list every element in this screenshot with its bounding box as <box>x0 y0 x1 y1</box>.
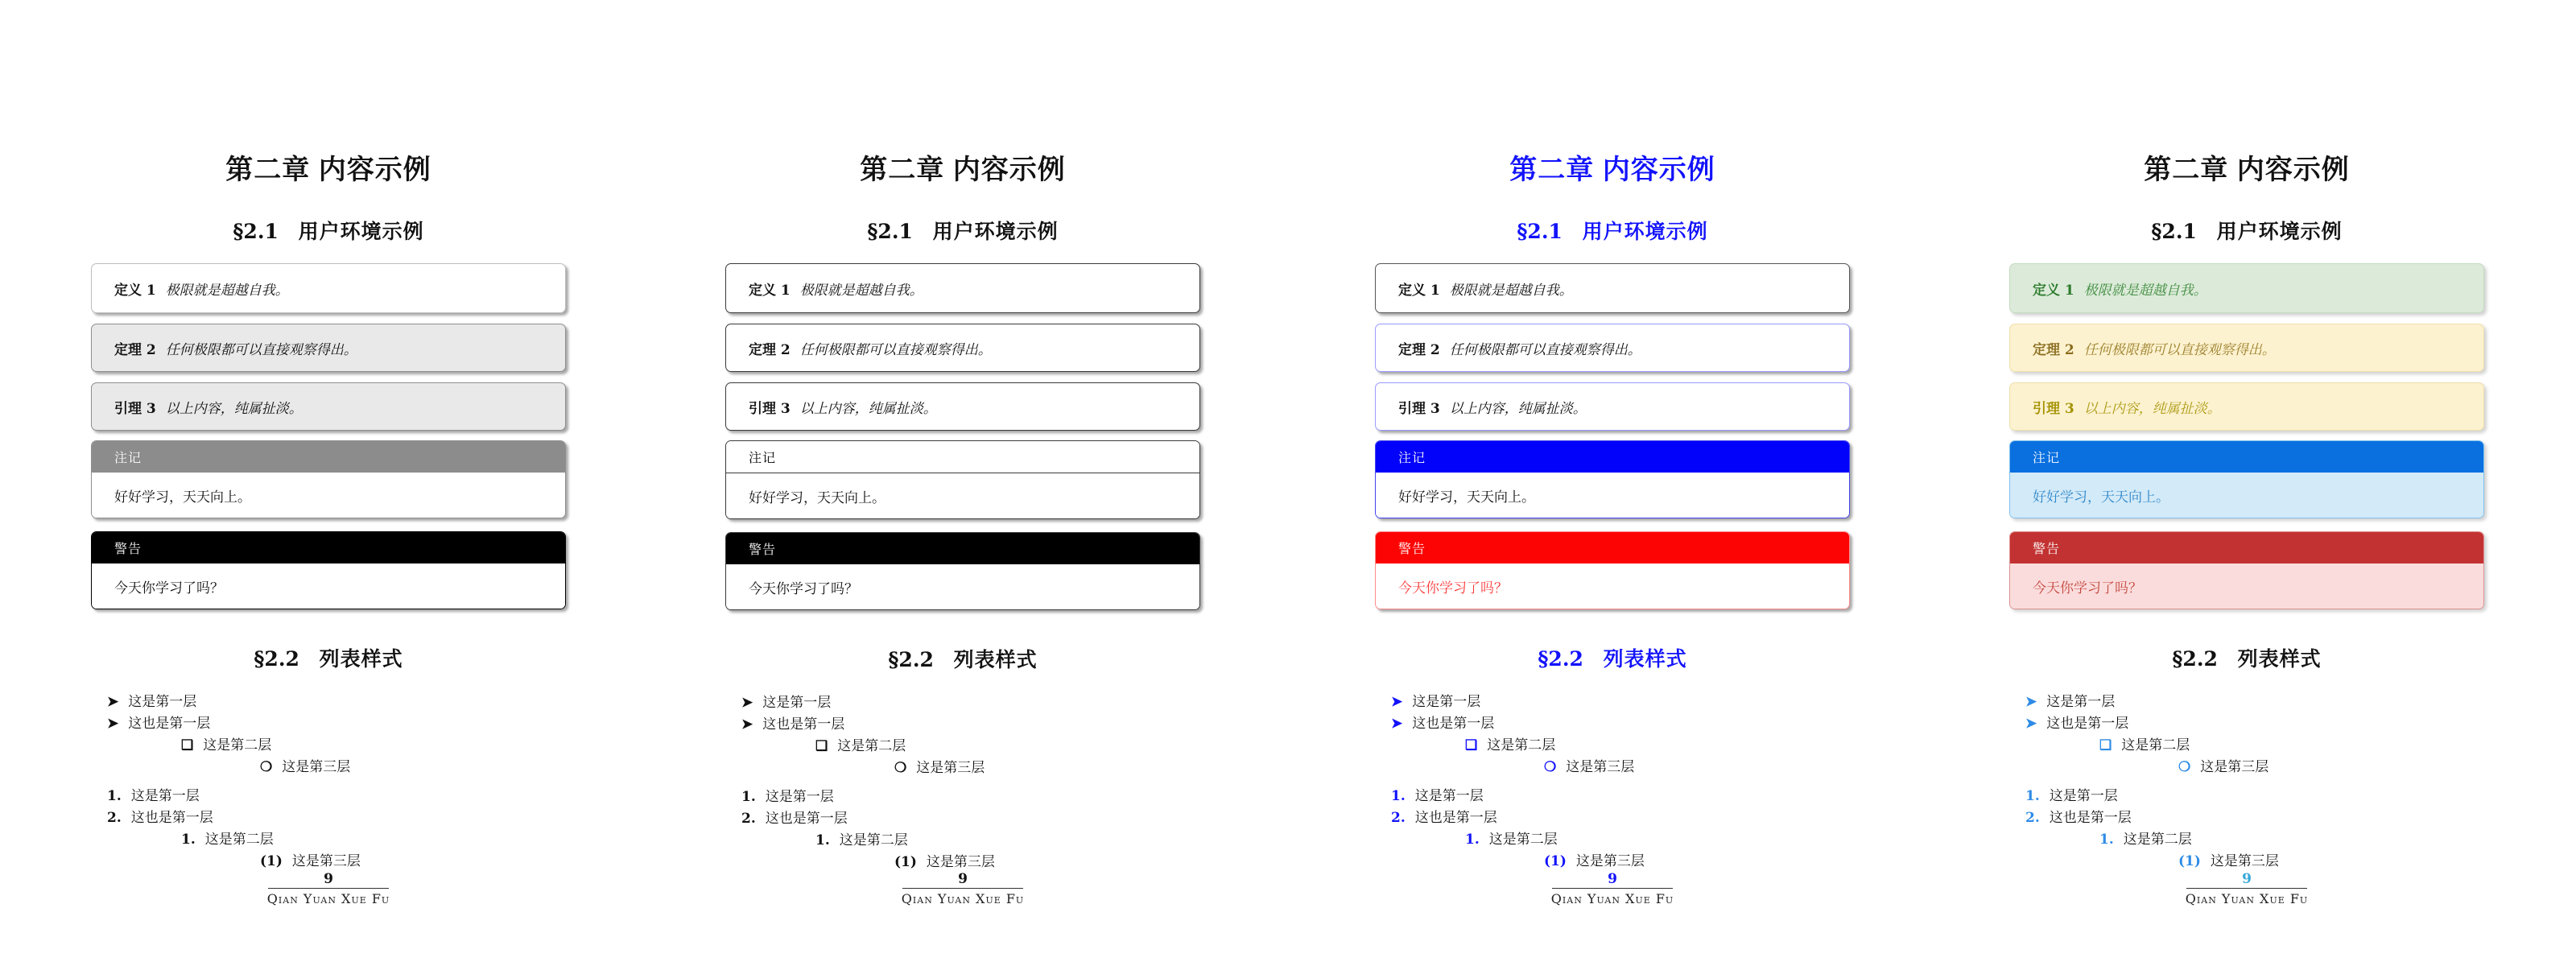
list-item-text: 这也是第一层 <box>2046 716 2129 732</box>
theorem-label: 定理 2 <box>1398 341 1440 358</box>
square-bullet-icon: ❑ <box>815 738 828 754</box>
definition-box <box>1375 263 1850 313</box>
circle-bullet-icon: ❍ <box>894 760 907 776</box>
section-heading-env <box>2009 216 2484 245</box>
list-number: 2. <box>107 810 122 826</box>
list-item-text: 这也是第一层 <box>128 716 211 732</box>
section-number: §2.2 <box>254 647 299 671</box>
theorem-box <box>1375 324 1850 372</box>
definition-text: 极限就是超越自我。 <box>2083 282 2207 299</box>
list-item-text: 这是第一层 <box>130 788 200 804</box>
warning-body: 今天你学习了吗？ <box>726 564 1199 609</box>
footer-school-name: Qian Yuan Xue Fu <box>2185 891 2309 906</box>
list-item <box>91 786 566 807</box>
section-heading-lists <box>1375 643 1850 672</box>
theorem-text: 任何极限都可以直接观察得出。 <box>165 341 357 358</box>
section-number: §2.2 <box>1538 647 1583 671</box>
warning-body: 今天你学习了吗？ <box>1376 564 1849 609</box>
lemma-box <box>1375 382 1850 431</box>
warning-header: 警告 <box>726 533 1199 564</box>
section-number: §2.1 <box>233 220 279 243</box>
note-body: 好好学习，天天向上。 <box>1376 473 1849 518</box>
list-number: 1. <box>1391 788 1406 804</box>
chapter-title: 第二章 内容示例 <box>225 155 431 185</box>
warning-box <box>2009 531 2484 609</box>
note-body: 好好学习，天天向上。 <box>92 473 565 518</box>
list-item-text: 这也是第一层 <box>762 716 845 733</box>
numbered-list <box>91 786 566 873</box>
list-item-text: 这是第一层 <box>1412 694 1481 710</box>
list-item-text: 这是第三层 <box>916 760 985 776</box>
list-item-text: 这是第三层 <box>1575 853 1645 869</box>
warning-header: 警告 <box>2010 532 2483 564</box>
page-footer <box>91 871 566 906</box>
definition-box <box>725 263 1200 313</box>
definition-box <box>2009 263 2484 313</box>
list-number: 1. <box>1465 832 1480 848</box>
theorem-box <box>2009 324 2484 372</box>
list-item <box>725 830 1200 852</box>
note-box <box>2009 440 2484 518</box>
section-heading-env <box>725 216 1200 245</box>
section-heading-env <box>1375 216 1850 245</box>
list-item-text: 这也是第一层 <box>1414 810 1497 826</box>
theorem-text: 任何极限都可以直接观察得出。 <box>799 341 992 358</box>
list-number: 1. <box>107 788 122 804</box>
list-item <box>91 851 566 873</box>
lemma-box <box>2009 382 2484 431</box>
list-item <box>91 713 566 735</box>
note-box <box>91 440 566 518</box>
chapter-title: 第二章 内容示例 <box>860 155 1066 185</box>
section-title: 列表样式 <box>1603 648 1687 671</box>
definition-box <box>91 263 566 313</box>
arrow-bullet-icon: ➤ <box>107 716 119 732</box>
definition-label: 定义 1 <box>1398 282 1440 299</box>
definition-label: 定义 1 <box>114 282 156 299</box>
footer-school-name: Qian Yuan Xue Fu <box>266 891 390 906</box>
list-samples <box>91 691 566 873</box>
warning-box <box>1375 531 1850 609</box>
lemma-box <box>725 382 1200 431</box>
list-item <box>1375 757 1850 778</box>
list-number: (1) <box>2178 853 2201 869</box>
note-box <box>725 440 1200 519</box>
list-item <box>1375 807 1850 829</box>
page-footer <box>1375 871 1850 906</box>
numbered-list <box>725 786 1200 873</box>
list-item-text: 这是第二层 <box>203 737 272 753</box>
list-item-text: 这也是第一层 <box>765 811 848 827</box>
lemma-text: 以上内容，纯属扯淡。 <box>1449 400 1587 417</box>
lemma-text: 以上内容，纯属扯淡。 <box>2083 400 2221 417</box>
arrow-bullet-icon: ➤ <box>2025 716 2037 732</box>
arrow-bullet-icon: ➤ <box>2025 694 2037 710</box>
list-item <box>91 829 566 851</box>
chapter-title: 第二章 内容示例 <box>1509 155 1715 185</box>
page-number: 9 <box>268 871 389 889</box>
page-number: 9 <box>2186 871 2307 889</box>
list-samples <box>725 692 1200 873</box>
definition-text: 极限就是超越自我。 <box>1449 282 1573 299</box>
list-item <box>1375 735 1850 757</box>
theorem-label: 定理 2 <box>2033 341 2074 358</box>
section-heading-lists <box>725 644 1200 673</box>
chapter-title: 第二章 内容示例 <box>2144 155 2350 185</box>
lemma-label: 引理 3 <box>749 400 791 417</box>
list-item-text: 这是第三层 <box>282 759 351 775</box>
footer-school-name: Qian Yuan Xue Fu <box>1550 891 1674 906</box>
section-title: 用户环境示例 <box>1582 221 1708 243</box>
document-page <box>1375 0 1850 966</box>
list-item-text: 这也是第一层 <box>2049 810 2132 826</box>
list-item-text: 这是第二层 <box>204 832 274 848</box>
note-box <box>1375 440 1850 518</box>
list-number: 2. <box>2025 810 2040 826</box>
list-item-text: 这是第一层 <box>765 789 834 805</box>
list-number: (1) <box>260 853 283 869</box>
numbered-list <box>1375 786 1850 873</box>
list-item-text: 这也是第一层 <box>130 810 213 826</box>
list-item <box>2009 807 2484 829</box>
footer-school-name: Qian Yuan Xue Fu <box>901 891 1025 906</box>
section-heading-lists <box>2009 643 2484 672</box>
square-bullet-icon: ❑ <box>2099 737 2112 753</box>
section-title: 用户环境示例 <box>2216 221 2343 243</box>
theorem-box <box>725 324 1200 372</box>
definition-label: 定义 1 <box>749 282 791 299</box>
section-heading-lists <box>91 643 566 672</box>
list-item <box>91 757 566 778</box>
list-item-text: 这是第一层 <box>128 694 197 710</box>
list-item-text: 这是第一层 <box>2049 788 2118 804</box>
list-item <box>2009 735 2484 757</box>
section-number: §2.1 <box>2151 220 2197 243</box>
note-body: 好好学习，天天向上。 <box>2010 473 2483 518</box>
arrow-bullet-icon: ➤ <box>1391 694 1403 710</box>
arrow-bullet-icon: ➤ <box>1391 716 1403 732</box>
section-number: §2.2 <box>2172 647 2218 671</box>
list-item-text: 这是第三层 <box>2210 853 2279 869</box>
square-bullet-icon: ❑ <box>1465 737 1478 753</box>
page-number: 9 <box>1552 871 1673 889</box>
list-item-text: 这是第二层 <box>2123 832 2192 848</box>
list-number: 1. <box>181 832 196 848</box>
list-number: 1. <box>2099 832 2114 848</box>
list-item <box>2009 829 2484 851</box>
list-item <box>1375 691 1850 713</box>
warning-body: 今天你学习了吗？ <box>2010 564 2483 609</box>
list-item <box>725 808 1200 830</box>
list-item <box>725 852 1200 873</box>
list-item <box>725 758 1200 779</box>
circle-bullet-icon: ❍ <box>2178 759 2191 775</box>
arrow-bullet-icon: ➤ <box>741 716 753 733</box>
list-item-text: 这是第三层 <box>926 854 995 870</box>
list-item-text: 这是第二层 <box>2121 737 2190 753</box>
section-title: 列表样式 <box>319 648 403 671</box>
lemma-label: 引理 3 <box>114 400 156 417</box>
definition-label: 定义 1 <box>2033 282 2074 299</box>
list-item-text: 这是第二层 <box>1487 737 1556 753</box>
note-header: 注记 <box>1376 441 1849 473</box>
list-number: (1) <box>894 854 917 870</box>
numbered-list <box>2009 786 2484 873</box>
list-samples <box>1375 691 1850 873</box>
theorem-label: 定理 2 <box>749 341 791 358</box>
list-number: 1. <box>741 789 756 805</box>
list-item <box>725 786 1200 808</box>
list-item-text: 这是第二层 <box>837 738 906 754</box>
circle-bullet-icon: ❍ <box>260 759 273 775</box>
section-title: 用户环境示例 <box>932 221 1059 243</box>
warning-header: 警告 <box>92 532 565 564</box>
page-footer <box>725 871 1200 906</box>
warning-body: 今天你学习了吗？ <box>92 564 565 609</box>
section-heading-env <box>91 216 566 245</box>
list-item <box>2009 786 2484 807</box>
circle-bullet-icon: ❍ <box>1544 759 1557 775</box>
list-item-text: 这是第一层 <box>2046 694 2116 710</box>
list-item <box>725 714 1200 736</box>
list-item <box>725 736 1200 758</box>
theorem-text: 任何极限都可以直接观察得出。 <box>2083 341 2276 358</box>
square-bullet-icon: ❑ <box>181 737 194 753</box>
theorem-box <box>91 324 566 372</box>
list-item-text: 这是第一层 <box>1414 788 1484 804</box>
list-item-text: 这是第二层 <box>1488 832 1558 848</box>
list-item-text: 这是第三层 <box>2200 759 2269 775</box>
note-header: 注记 <box>2010 441 2483 473</box>
list-item <box>1375 851 1850 873</box>
section-title: 列表样式 <box>2237 648 2322 671</box>
list-item <box>1375 786 1850 807</box>
arrow-bullet-icon: ➤ <box>741 695 753 711</box>
lemma-box <box>91 382 566 431</box>
lemma-text: 以上内容，纯属扯淡。 <box>165 400 303 417</box>
list-number: 2. <box>741 811 756 827</box>
list-item-text: 这是第一层 <box>762 695 832 711</box>
theorem-text: 任何极限都可以直接观察得出。 <box>1449 341 1641 358</box>
list-item <box>91 807 566 829</box>
list-item-text: 这是第三层 <box>291 853 361 869</box>
section-number: §2.1 <box>867 220 913 243</box>
lemma-label: 引理 3 <box>1398 400 1440 417</box>
arrow-bullet-icon: ➤ <box>107 694 119 710</box>
section-title: 用户环境示例 <box>298 221 424 243</box>
list-item-text: 这也是第一层 <box>1412 716 1495 732</box>
list-number: 1. <box>2025 788 2040 804</box>
lemma-label: 引理 3 <box>2033 400 2074 417</box>
list-item <box>725 692 1200 714</box>
list-item <box>1375 713 1850 735</box>
list-number: 1. <box>815 832 830 848</box>
list-number: 2. <box>1391 810 1406 826</box>
theorem-label: 定理 2 <box>114 341 156 358</box>
list-item <box>2009 757 2484 778</box>
section-title: 列表样式 <box>953 649 1038 671</box>
document-page <box>91 0 566 966</box>
document-page <box>725 0 1200 966</box>
list-item-text: 这是第三层 <box>1566 759 1635 775</box>
page-footer <box>2009 871 2484 906</box>
list-item <box>2009 851 2484 873</box>
list-item <box>1375 829 1850 851</box>
warning-header: 警告 <box>1376 532 1849 564</box>
list-item-text: 这是第二层 <box>839 832 908 848</box>
list-item <box>91 735 566 757</box>
definition-text: 极限就是超越自我。 <box>799 282 923 299</box>
definition-text: 极限就是超越自我。 <box>165 282 289 299</box>
list-number: (1) <box>1544 853 1567 869</box>
section-number: §2.1 <box>1517 220 1563 243</box>
warning-box <box>91 531 566 609</box>
warning-box <box>725 532 1200 610</box>
note-body: 好好学习，天天向上。 <box>726 473 1199 518</box>
note-header: 注记 <box>92 441 565 473</box>
note-header: 注记 <box>726 441 1199 473</box>
document-page <box>2009 0 2484 966</box>
list-samples <box>2009 691 2484 873</box>
list-item <box>2009 713 2484 735</box>
page-number: 9 <box>902 871 1023 889</box>
section-number: §2.2 <box>888 648 934 671</box>
lemma-text: 以上内容，纯属扯淡。 <box>799 400 937 417</box>
list-item <box>91 691 566 713</box>
list-item <box>2009 691 2484 713</box>
